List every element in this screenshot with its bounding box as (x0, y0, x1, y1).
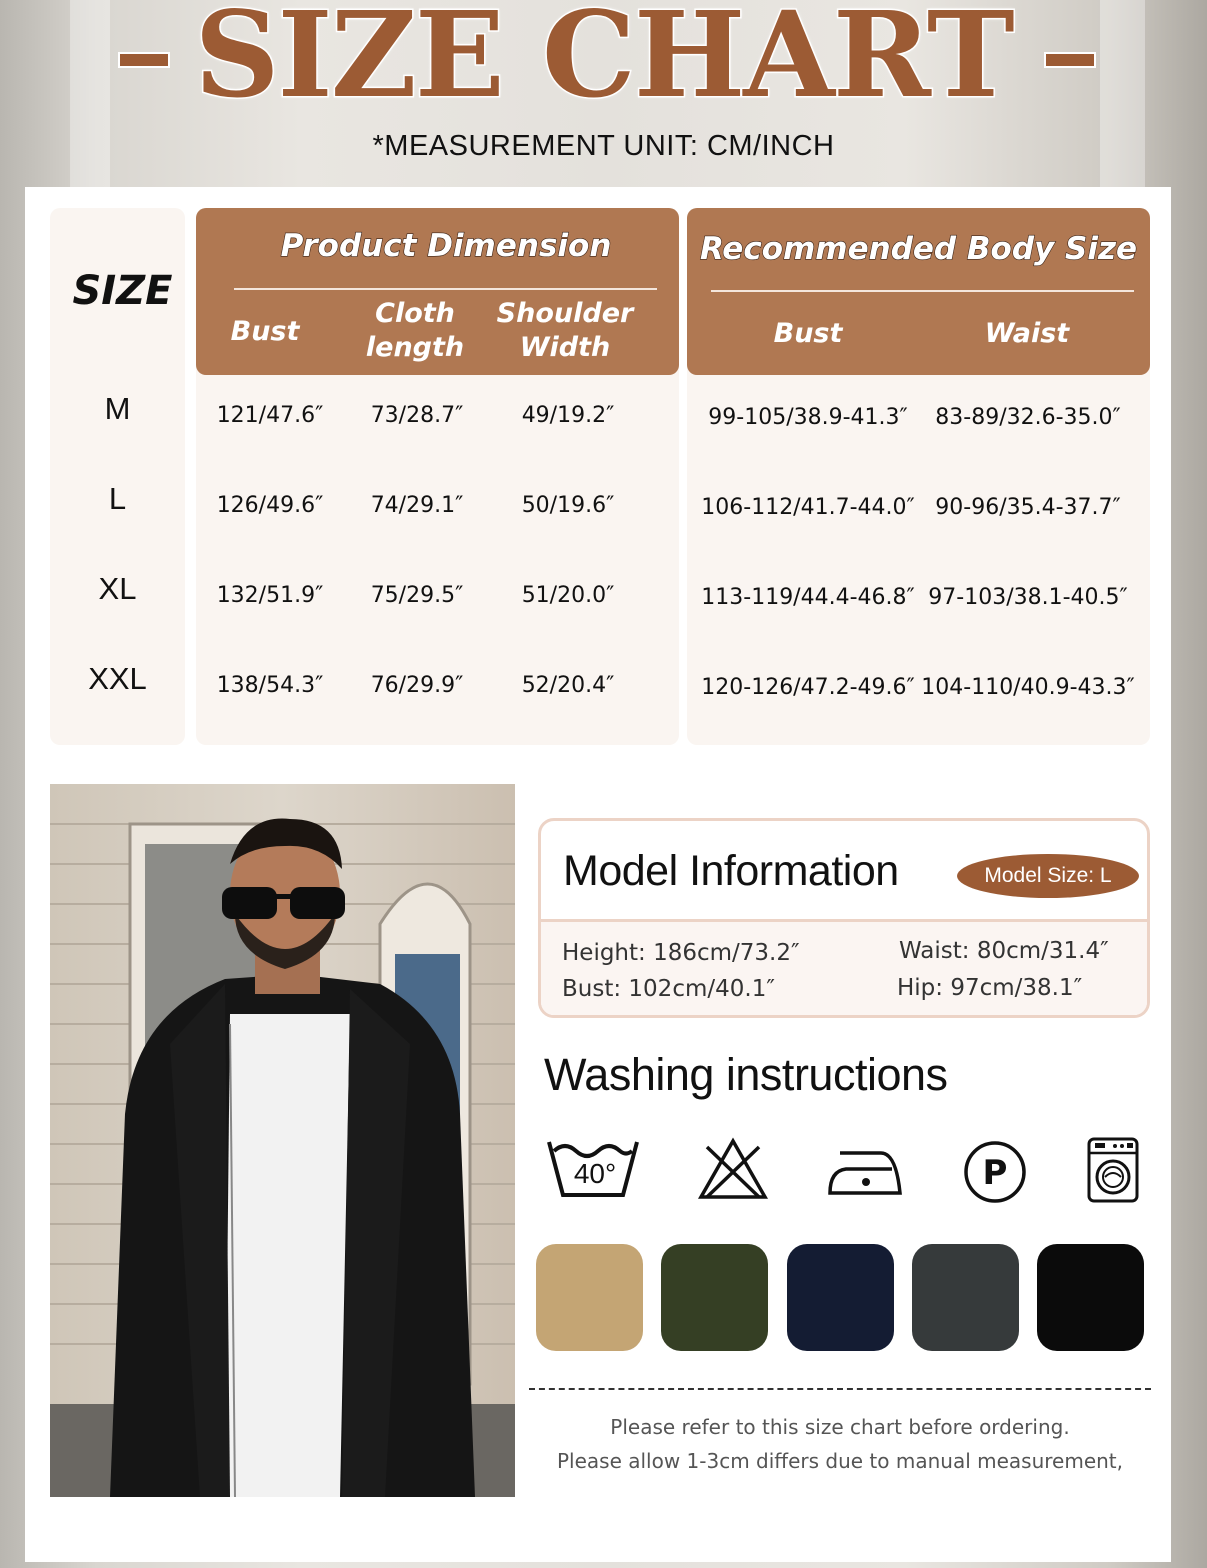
model-photo (50, 784, 515, 1497)
size-label: L (108, 481, 127, 516)
table-cell: 50/19.6″ (521, 493, 615, 518)
table-cell: 52/20.4″ (521, 673, 615, 698)
color-swatch[interactable] (661, 1244, 768, 1351)
title-banner (0, 0, 1207, 125)
model-height: Height: 186cm/73.2″ (562, 940, 800, 966)
table-cell: 121/47.6″ (216, 403, 324, 428)
table-cell: 126/49.6″ (216, 493, 324, 518)
note-line-1: Please refer to this size chart before ordering. (610, 1415, 1070, 1439)
table-cell: 90-96/35.4-37.7″ (935, 495, 1121, 520)
col-header-body-bust: Bust (773, 318, 843, 349)
washing-machine-icon (1087, 1137, 1139, 1203)
model-size-badge: Model Size: L (957, 854, 1139, 898)
col-header-shoulder-width (495, 297, 635, 365)
iron-low-icon (826, 1147, 904, 1197)
col-header-body-waist: Waist (984, 318, 1070, 349)
table-cell: 73/28.7″ (370, 403, 464, 428)
col-header-product-bust: Bust (230, 316, 300, 347)
page-title: SIZE CHART (194, 0, 1013, 124)
title-dash-right (1044, 52, 1096, 68)
table-cell: 138/54.3″ (216, 673, 324, 698)
model-hip: Hip: 97cm/38.1″ (897, 975, 1083, 1001)
table-cell: 75/29.5″ (370, 583, 464, 608)
table-cell: 113-119/44.4-46.8″ (701, 585, 915, 610)
wash-40-icon (546, 1137, 640, 1199)
table-cell: 74/29.1″ (370, 493, 464, 518)
header-divider (234, 288, 657, 290)
table-cell: 99-105/38.9-41.3″ (708, 405, 908, 430)
dry-clean-letter: P (982, 1153, 1008, 1193)
color-swatch[interactable] (1037, 1244, 1144, 1351)
do-not-bleach-icon (697, 1137, 769, 1201)
size-label: XXL (88, 661, 147, 696)
size-label: M (104, 391, 131, 426)
model-stats-area (541, 919, 1147, 1018)
col-header-cloth-length (350, 297, 480, 365)
table-cell: 104-110/40.9-43.3″ (921, 675, 1135, 700)
color-swatch[interactable] (912, 1244, 1019, 1351)
table-cell: 49/19.2″ (521, 403, 615, 428)
model-bust: Bust: 102cm/40.1″ (562, 976, 775, 1002)
table-cell: 76/29.9″ (370, 673, 464, 698)
washing-instructions-title: Washing instructions (544, 1049, 948, 1100)
wash-temp-text: 40° (573, 1158, 617, 1189)
col-header-shoulder-width-text: Shoulder Width (496, 298, 634, 363)
table-cell: 97-103/38.1-40.5″ (928, 585, 1128, 610)
body-size-title: Recommended Body Size (699, 231, 1138, 267)
header-divider (711, 290, 1134, 292)
model-info-panel (538, 818, 1150, 1018)
model-photo-illustration (50, 784, 515, 1497)
color-swatch[interactable] (787, 1244, 894, 1351)
model-info-title: Model Information (563, 847, 899, 895)
measurement-unit-note: *MEASUREMENT UNIT: CM/INCH (372, 130, 835, 162)
table-cell: 106-112/41.7-44.0″ (701, 495, 915, 520)
model-waist: Waist: 80cm/31.4″ (899, 938, 1109, 964)
note-line-2: Please allow 1-3cm differs due to manual measurement, (556, 1449, 1124, 1473)
table-cell: 51/20.0″ (521, 583, 615, 608)
product-dimension-title: Product Dimension (280, 228, 612, 264)
table-cell: 120-126/47.2-49.6″ (701, 675, 915, 700)
dashed-divider (529, 1388, 1151, 1390)
table-cell: 132/51.9″ (216, 583, 324, 608)
dry-clean-p-icon (963, 1140, 1027, 1204)
size-column-header: SIZE (72, 268, 173, 314)
size-label: XL (98, 571, 137, 606)
col-header-cloth-length-text: Cloth length (365, 298, 465, 363)
table-cell: 83-89/32.6-35.0″ (935, 405, 1121, 430)
color-swatch[interactable] (536, 1244, 643, 1351)
